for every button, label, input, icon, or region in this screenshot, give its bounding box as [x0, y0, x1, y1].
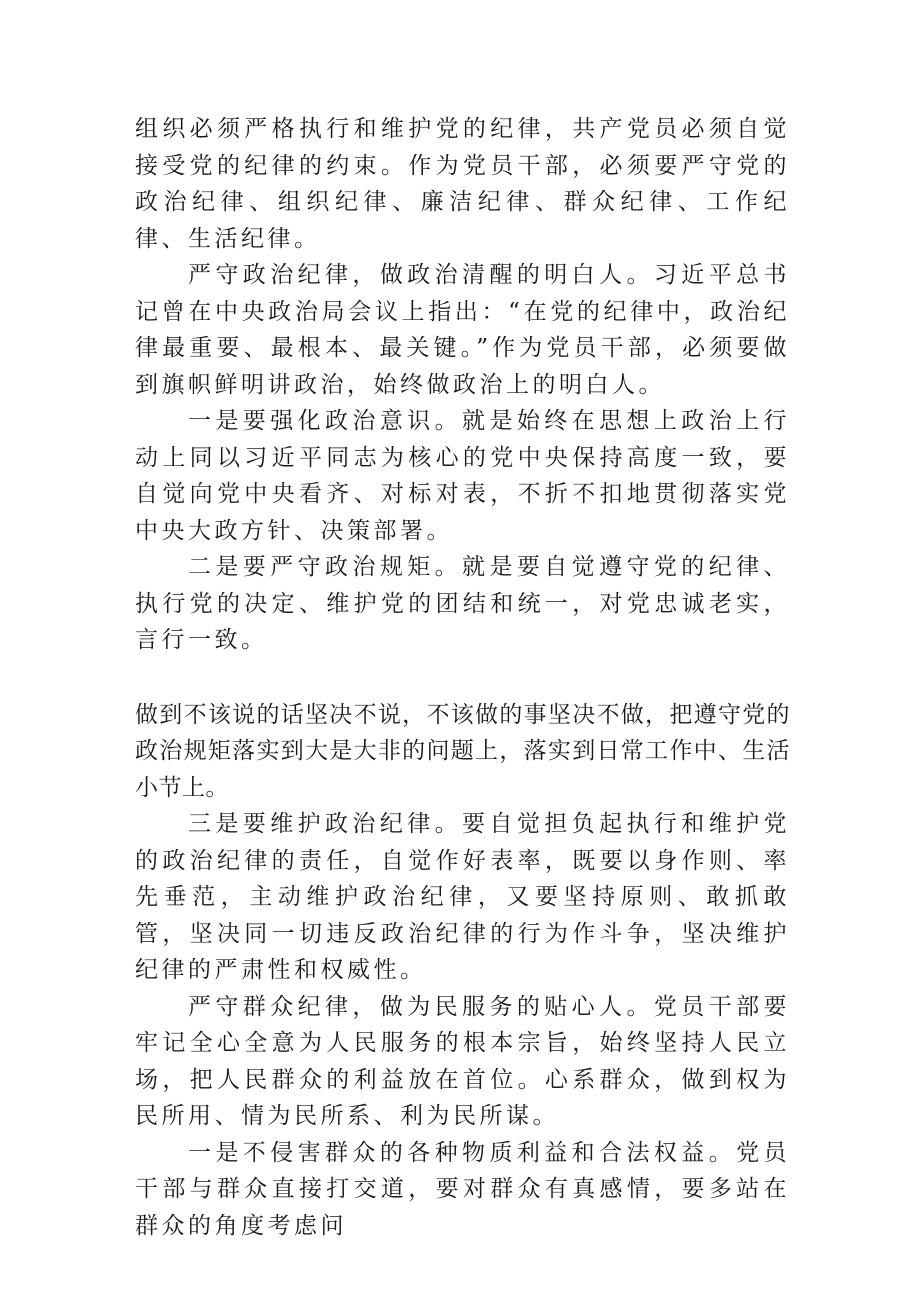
paragraph-mass-discipline: 严守群众纪律，做为民服务的贴心人。党员干部要牢记全心全意为人民服务的根本宗旨，始终坚持人民立场，把人民群众的利益放在首位。心系群众，做到权为民所用、情为民所系、利为民所谋。	[135, 993, 790, 1129]
paragraph-maintain-discipline: 三是要维护政治纪律。要自觉担负起执行和维护党的政治纪律的责任，自觉作好表率，既要以身作则、率先垂范，主动维护政治纪律，又要坚持原则、敢抓敢管，坚决同一切违反政治纪律的行为作斗争，坚决维护纪律的严肃性和权威性。	[135, 811, 790, 983]
paragraph-political-rules-continued: 做到不该说的话坚决不说，不该做的事坚决不做，把遵守党的政治规矩落实到大是大非的问题上，落实到日常工作中、生活小节上。	[135, 701, 790, 801]
paragraph-political-awareness: 一是要强化政治意识。就是始终在思想上政治上行动上同以习近平同志为核心的党中央保持高度一致，要自觉向党中央看齐、对标对表，不折不扣地贯彻落实党中央大政方针、决策部署。	[135, 408, 790, 544]
document-body	[135, 111, 790, 1244]
paragraph-mass-interests: 一是不侵害群众的各种物质利益和合法权益。党员干部与群众直接打交道，要对群众有真感情，要多站在群众的角度考虑问	[135, 1139, 790, 1239]
paragraph-political-discipline: 严守政治纪律，做政治清醒的明白人。习近平总书记曾在中央政治局会议上指出：“在党的纪律中，政治纪律最重要、最根本、最关键。”作为党员干部，必须要做到旗帜鲜明讲政治，始终做政治上的明白人。	[135, 262, 790, 398]
paragraph-political-rules: 二是要严守政治规矩。就是要自觉遵守党的纪律、执行党的决定、维护党的团结和统一，对党忠诚老实，言行一致。	[135, 554, 790, 653]
paragraph-discipline-intro: 组织必须严格执行和维护党的纪律，共产党员必须自觉接受党的纪律的约束。作为党员干部，必须要严守党的政治纪律、组织纪律、廉洁纪律、群众纪律、工作纪律、生活纪律。	[135, 116, 790, 252]
